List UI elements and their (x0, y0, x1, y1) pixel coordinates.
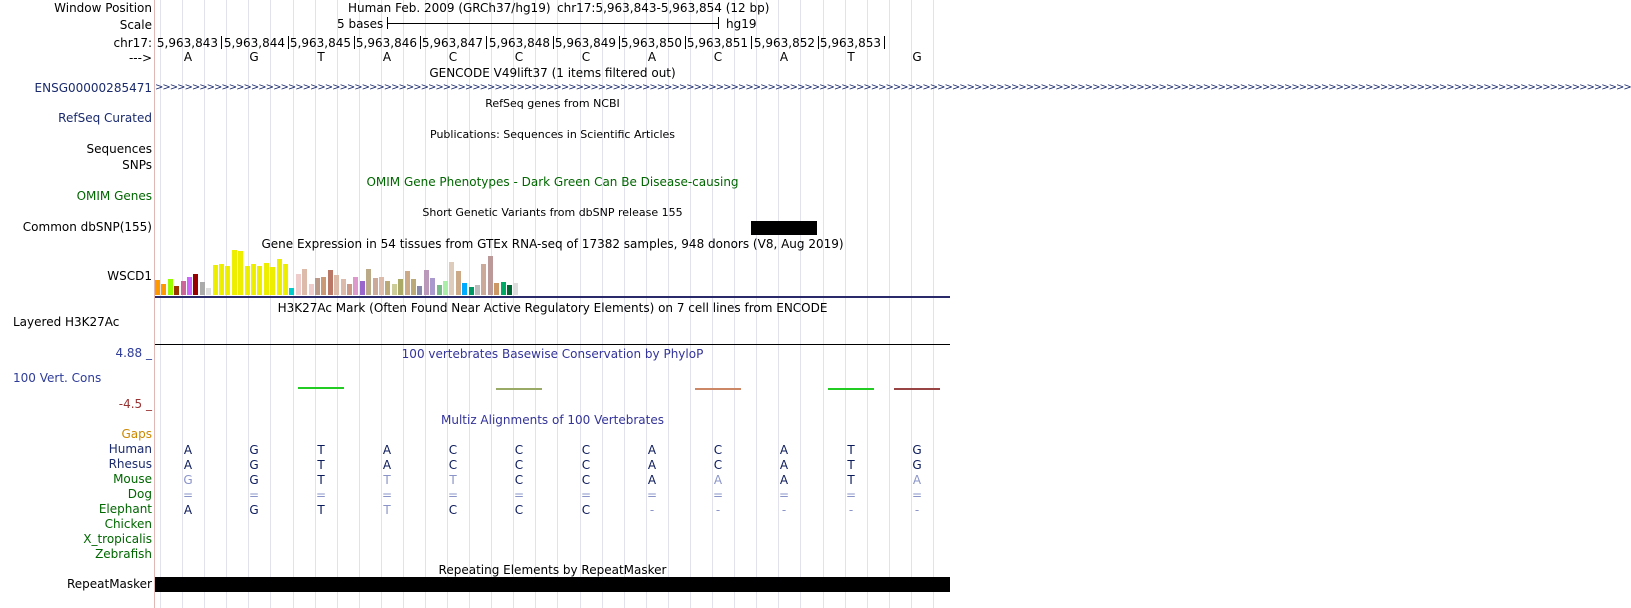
gencode-gene-arrows[interactable]: >>>>>>>>>>>>>>>>>>>>>>>>>>>>>>>>>>>>>>>>>>>>>>>>>>>>>>>>>>>>>>>>>>>>>>>>>>>>>>>>>>>>>>>>>>>>>>>>>>>>>>>>>>>>>>>>>>>>>>>>>>>>>>>>>>>>>>>>>>>>>>>>>>>>>>>>>>>>>>>>>>>>>>>>>>>>>>>>>>>>>>>>>>>>>>>>>>>>>>>> (155, 82, 1631, 93)
gtex-tissue-bar[interactable] (405, 271, 410, 295)
alignment-base: A (183, 458, 193, 472)
snp-feature[interactable] (751, 221, 817, 235)
alignment-base: C (448, 458, 458, 472)
alignment-base: - (649, 503, 655, 517)
alignment-base: A (647, 458, 657, 472)
alignment-base: C (713, 443, 723, 457)
scale-text: 5 bases (337, 17, 384, 31)
alignment-base: = (778, 488, 790, 502)
gtex-tissue-bar[interactable] (398, 279, 403, 295)
alignment-base: G (249, 458, 259, 472)
base-letter: A (382, 50, 392, 64)
gtex-tissue-bar[interactable] (353, 277, 358, 295)
alignment-base: = (381, 488, 393, 502)
gtex-tissue-bar[interactable] (481, 264, 486, 295)
gtex-tissue-bar[interactable] (462, 283, 467, 295)
gtex-tissue-bar[interactable] (443, 281, 448, 295)
omim-track-title: OMIM Gene Phenotypes - Dark Green Can Be Disease-causing (366, 175, 739, 189)
base-letter: C (514, 50, 524, 64)
browser-image-panel[interactable] (155, 0, 1631, 608)
alignment-base: A (382, 458, 392, 472)
gtex-tissue-bar[interactable] (277, 259, 282, 295)
track-labels-panel (0, 0, 154, 608)
layered-h3k27ac-label[interactable]: Layered H3K27Ac (13, 315, 120, 329)
gtex-tissue-bar[interactable] (456, 271, 461, 295)
gtex-tissue-bar[interactable] (270, 267, 275, 295)
repeatmasker-track-title: Repeating Elements by RepeatMasker (438, 563, 667, 577)
coordinate-tick (751, 36, 752, 49)
alignment-base: = (248, 488, 260, 502)
base-letter: A (183, 50, 193, 64)
alignment-base: A (713, 473, 723, 487)
conservation-min-label: -4.5 _ (118, 397, 152, 411)
snps-label[interactable]: SNPs (122, 158, 152, 172)
gtex-tissue-bar[interactable] (245, 266, 250, 295)
repeatmasker-feature[interactable] (155, 577, 950, 592)
gtex-tissue-bar[interactable] (302, 269, 307, 295)
gtex-tissue-bar[interactable] (213, 265, 218, 295)
phylop-score-mark[interactable] (695, 388, 741, 390)
gtex-tissue-bar[interactable] (309, 284, 314, 295)
alignment-base: C (514, 473, 524, 487)
gtex-tissue-bar[interactable] (257, 266, 262, 295)
alignment-base: - (848, 503, 854, 517)
alignment-base: = (712, 488, 724, 502)
dbsnp-track-title: Short Genetic Variants from dbSNP release 155 (422, 206, 683, 219)
gtex-tissue-bar[interactable] (469, 287, 474, 295)
alignment-base: A (647, 473, 657, 487)
gtex-tissue-bar[interactable] (187, 277, 192, 295)
sequences-label[interactable]: Sequences (86, 142, 152, 156)
coordinate-label: 5,963,844 (223, 36, 285, 50)
omim-genes-label[interactable]: OMIM Genes (76, 189, 152, 203)
coordinate-tick (884, 36, 885, 49)
gtex-tissue-bar[interactable] (200, 282, 205, 295)
gencode-track-title: GENCODE V49lift37 (1 items filtered out) (429, 66, 676, 80)
coordinate-label: 5,963,847 (421, 36, 483, 50)
gtex-tissue-bar[interactable] (437, 285, 442, 295)
common-dbsnp-label[interactable]: Common dbSNP(155) (22, 220, 152, 234)
gtex-tissue-bar[interactable] (219, 264, 224, 295)
alignment-base: T (449, 473, 457, 487)
alignment-base: C (448, 443, 458, 457)
alignment-base: G (912, 458, 922, 472)
gencode-gene-link[interactable]: ENSG00000285471 (34, 81, 152, 95)
h3k27ac-track-title: H3K27Ac Mark (Often Found Near Active Regulatory Elements) on 7 cell lines from ENCODE (277, 301, 828, 315)
base-letter: C (713, 50, 723, 64)
coordinate-tick (221, 36, 222, 49)
alignment-base: = (911, 488, 923, 502)
alignment-base: = (845, 488, 857, 502)
gtex-tissue-bar[interactable] (449, 262, 454, 295)
alignment-base: A (382, 443, 392, 457)
alignment-base: C (448, 503, 458, 517)
alignment-base: T (317, 503, 325, 517)
gtex-tissue-bar[interactable] (155, 280, 160, 295)
gtex-tissue-bar[interactable] (321, 277, 326, 295)
gtex-tissue-bar[interactable] (206, 288, 211, 295)
gaps-label: Gaps (121, 427, 152, 441)
position-title: chr17:5,963,843-5,963,854 (12 bp) (557, 1, 770, 15)
base-letter: T (847, 50, 855, 64)
alignment-base: = (182, 488, 194, 502)
gtex-tissue-bar[interactable] (341, 279, 346, 295)
alignment-base: A (779, 458, 789, 472)
coordinate-label: 5,963,853 (819, 36, 881, 50)
alignment-base: C (581, 473, 591, 487)
alignment-base: A (779, 443, 789, 457)
phylop-score-mark[interactable] (828, 388, 874, 390)
alignment-base: T (317, 443, 325, 457)
gtex-tissue-bar[interactable] (430, 278, 435, 295)
gtex-tissue-bar[interactable] (251, 264, 256, 295)
alignment-base: C (514, 458, 524, 472)
species-dog[interactable]: Dog (127, 487, 152, 501)
gtex-separator (155, 296, 950, 298)
base-letter: C (448, 50, 458, 64)
refseq-curated-label[interactable]: RefSeq Curated (58, 111, 152, 125)
coordinate-label: 5,963,846 (355, 36, 417, 50)
alignment-base: G (249, 503, 259, 517)
gtex-tissue-bar[interactable] (373, 278, 378, 295)
gtex-tissue-bar[interactable] (347, 284, 352, 295)
alignment-base: A (912, 473, 922, 487)
gtex-tissue-bar[interactable] (501, 282, 506, 295)
coordinate-tick (486, 36, 487, 49)
vert-cons-label[interactable]: 100 Vert. Cons (13, 371, 102, 385)
gtex-tissue-bar[interactable] (232, 250, 237, 295)
conservation-max-label: 4.88 _ (115, 346, 152, 360)
alignment-base: = (315, 488, 327, 502)
gtex-tissue-bar[interactable] (289, 288, 294, 295)
alignment-base: = (447, 488, 459, 502)
base-letter: G (912, 50, 922, 64)
gtex-tissue-bar[interactable] (264, 263, 269, 295)
gtex-tissue-bar[interactable] (488, 256, 493, 295)
species-rhesus[interactable]: Rhesus (108, 457, 152, 471)
alignment-base: G (183, 473, 193, 487)
gtex-tissue-bar[interactable] (411, 279, 416, 295)
publications-track-title: Publications: Sequences in Scientific Articles (430, 128, 675, 141)
gtex-tissue-bar[interactable] (225, 266, 230, 295)
window-position-label: Window Position (54, 1, 152, 15)
alignment-base: - (914, 503, 920, 517)
species-mouse[interactable]: Mouse (113, 472, 152, 486)
alignment-base: C (514, 443, 524, 457)
alignment-base: T (847, 443, 855, 457)
coordinate-label: 5,963,845 (289, 36, 351, 50)
alignment-base: - (781, 503, 787, 517)
gtex-tissue-bar[interactable] (334, 275, 339, 295)
gtex-tissue-bar[interactable] (360, 281, 365, 295)
scale-label: Scale (119, 18, 152, 32)
phylop-track-title: 100 vertebrates Basewise Conservation by PhyloP (401, 347, 704, 361)
alignment-base: - (715, 503, 721, 517)
base-letter: G (249, 50, 259, 64)
alignment-base: A (183, 503, 193, 517)
coordinate-label: 5,963,849 (554, 36, 616, 50)
gtex-tissue-bar[interactable] (507, 285, 512, 295)
gtex-tissue-bar[interactable] (385, 281, 390, 295)
alignment-base: G (249, 443, 259, 457)
gtex-tissue-bar[interactable] (379, 277, 384, 295)
coordinate-label: 5,963,850 (620, 36, 682, 50)
gtex-tissue-bar[interactable] (513, 283, 518, 295)
base-letter: C (581, 50, 591, 64)
gtex-tissue-bar[interactable] (424, 270, 429, 295)
alignment-base: = (646, 488, 658, 502)
scale-bar (387, 23, 718, 24)
gtex-tissue-bar[interactable] (174, 286, 179, 295)
gtex-tissue-bar[interactable] (475, 285, 480, 295)
refseq-track-title: RefSeq genes from NCBI (485, 97, 620, 110)
alignment-base: C (514, 503, 524, 517)
multiz-track-title: Multiz Alignments of 100 Vertebrates (440, 413, 665, 427)
phylop-score-mark[interactable] (894, 388, 940, 390)
alignment-base: A (647, 443, 657, 457)
phylop-score-mark[interactable] (496, 388, 542, 390)
alignment-base: T (317, 473, 325, 487)
alignment-base: T (317, 458, 325, 472)
alignment-base: A (183, 443, 193, 457)
gtex-tissue-bar[interactable] (181, 281, 186, 295)
coordinate-label: 5,963,848 (488, 36, 550, 50)
species-elephant[interactable]: Elephant (98, 502, 152, 516)
assembly-title: Human Feb. 2009 (GRCh37/hg19) (348, 1, 551, 15)
gtex-track-title: Gene Expression in 54 tissues from GTEx RNA-seq of 17382 samples, 948 donors (V8, Aug 2019) (261, 237, 844, 251)
alignment-base: C (581, 458, 591, 472)
coordinate-label: 5,963,843 (156, 36, 218, 50)
alignment-base: A (779, 473, 789, 487)
gtex-tissue-bar[interactable] (296, 274, 301, 295)
gtex-tissue-bar[interactable] (417, 286, 422, 295)
alignment-base: T (383, 473, 391, 487)
base-letter: A (647, 50, 657, 64)
strand-arrow-label[interactable]: ---> (128, 51, 152, 65)
species-human[interactable]: Human (108, 442, 152, 456)
repeatmasker-label[interactable]: RepeatMasker (66, 577, 152, 591)
gtex-tissue-bar[interactable] (315, 278, 320, 295)
phylop-score-mark[interactable] (298, 387, 344, 389)
alignment-base: C (581, 503, 591, 517)
species-chicken[interactable]: Chicken (104, 517, 152, 531)
scale-bar-right-tick (718, 17, 719, 29)
coordinate-label: 5,963,851 (686, 36, 748, 50)
gtex-tissue-bar[interactable] (494, 283, 499, 295)
alignment-base: T (383, 503, 391, 517)
chromosome-label: chr17: (113, 36, 152, 50)
gtex-tissue-bar[interactable] (238, 251, 243, 295)
gtex-tissue-bar[interactable] (168, 279, 173, 295)
gtex-tissue-bar[interactable] (193, 274, 198, 295)
gtex-tissue-bar[interactable] (366, 269, 371, 295)
alignment-base: C (581, 443, 591, 457)
alignment-base: C (713, 458, 723, 472)
species-zebrafish[interactable]: Zebrafish (95, 547, 152, 561)
gtex-tissue-bar[interactable] (392, 284, 397, 295)
alignment-base: = (513, 488, 525, 502)
gtex-tissue-bar[interactable] (328, 270, 333, 295)
alignment-base: T (847, 473, 855, 487)
alignment-base: G (249, 473, 259, 487)
alignment-base: T (847, 458, 855, 472)
h3k27ac-baseline (155, 344, 950, 345)
species-x-tropicalis[interactable]: X_tropicalis (83, 532, 152, 546)
db-name: hg19 (726, 17, 757, 31)
alignment-base: = (580, 488, 592, 502)
coordinate-label: 5,963,852 (753, 36, 815, 50)
base-letter: A (779, 50, 789, 64)
alignment-base: G (912, 443, 922, 457)
gtex-tissue-bar[interactable] (283, 264, 288, 295)
gtex-tissue-bar[interactable] (161, 284, 166, 295)
wscd1-label[interactable]: WSCD1 (107, 269, 152, 283)
base-letter: T (317, 50, 325, 64)
